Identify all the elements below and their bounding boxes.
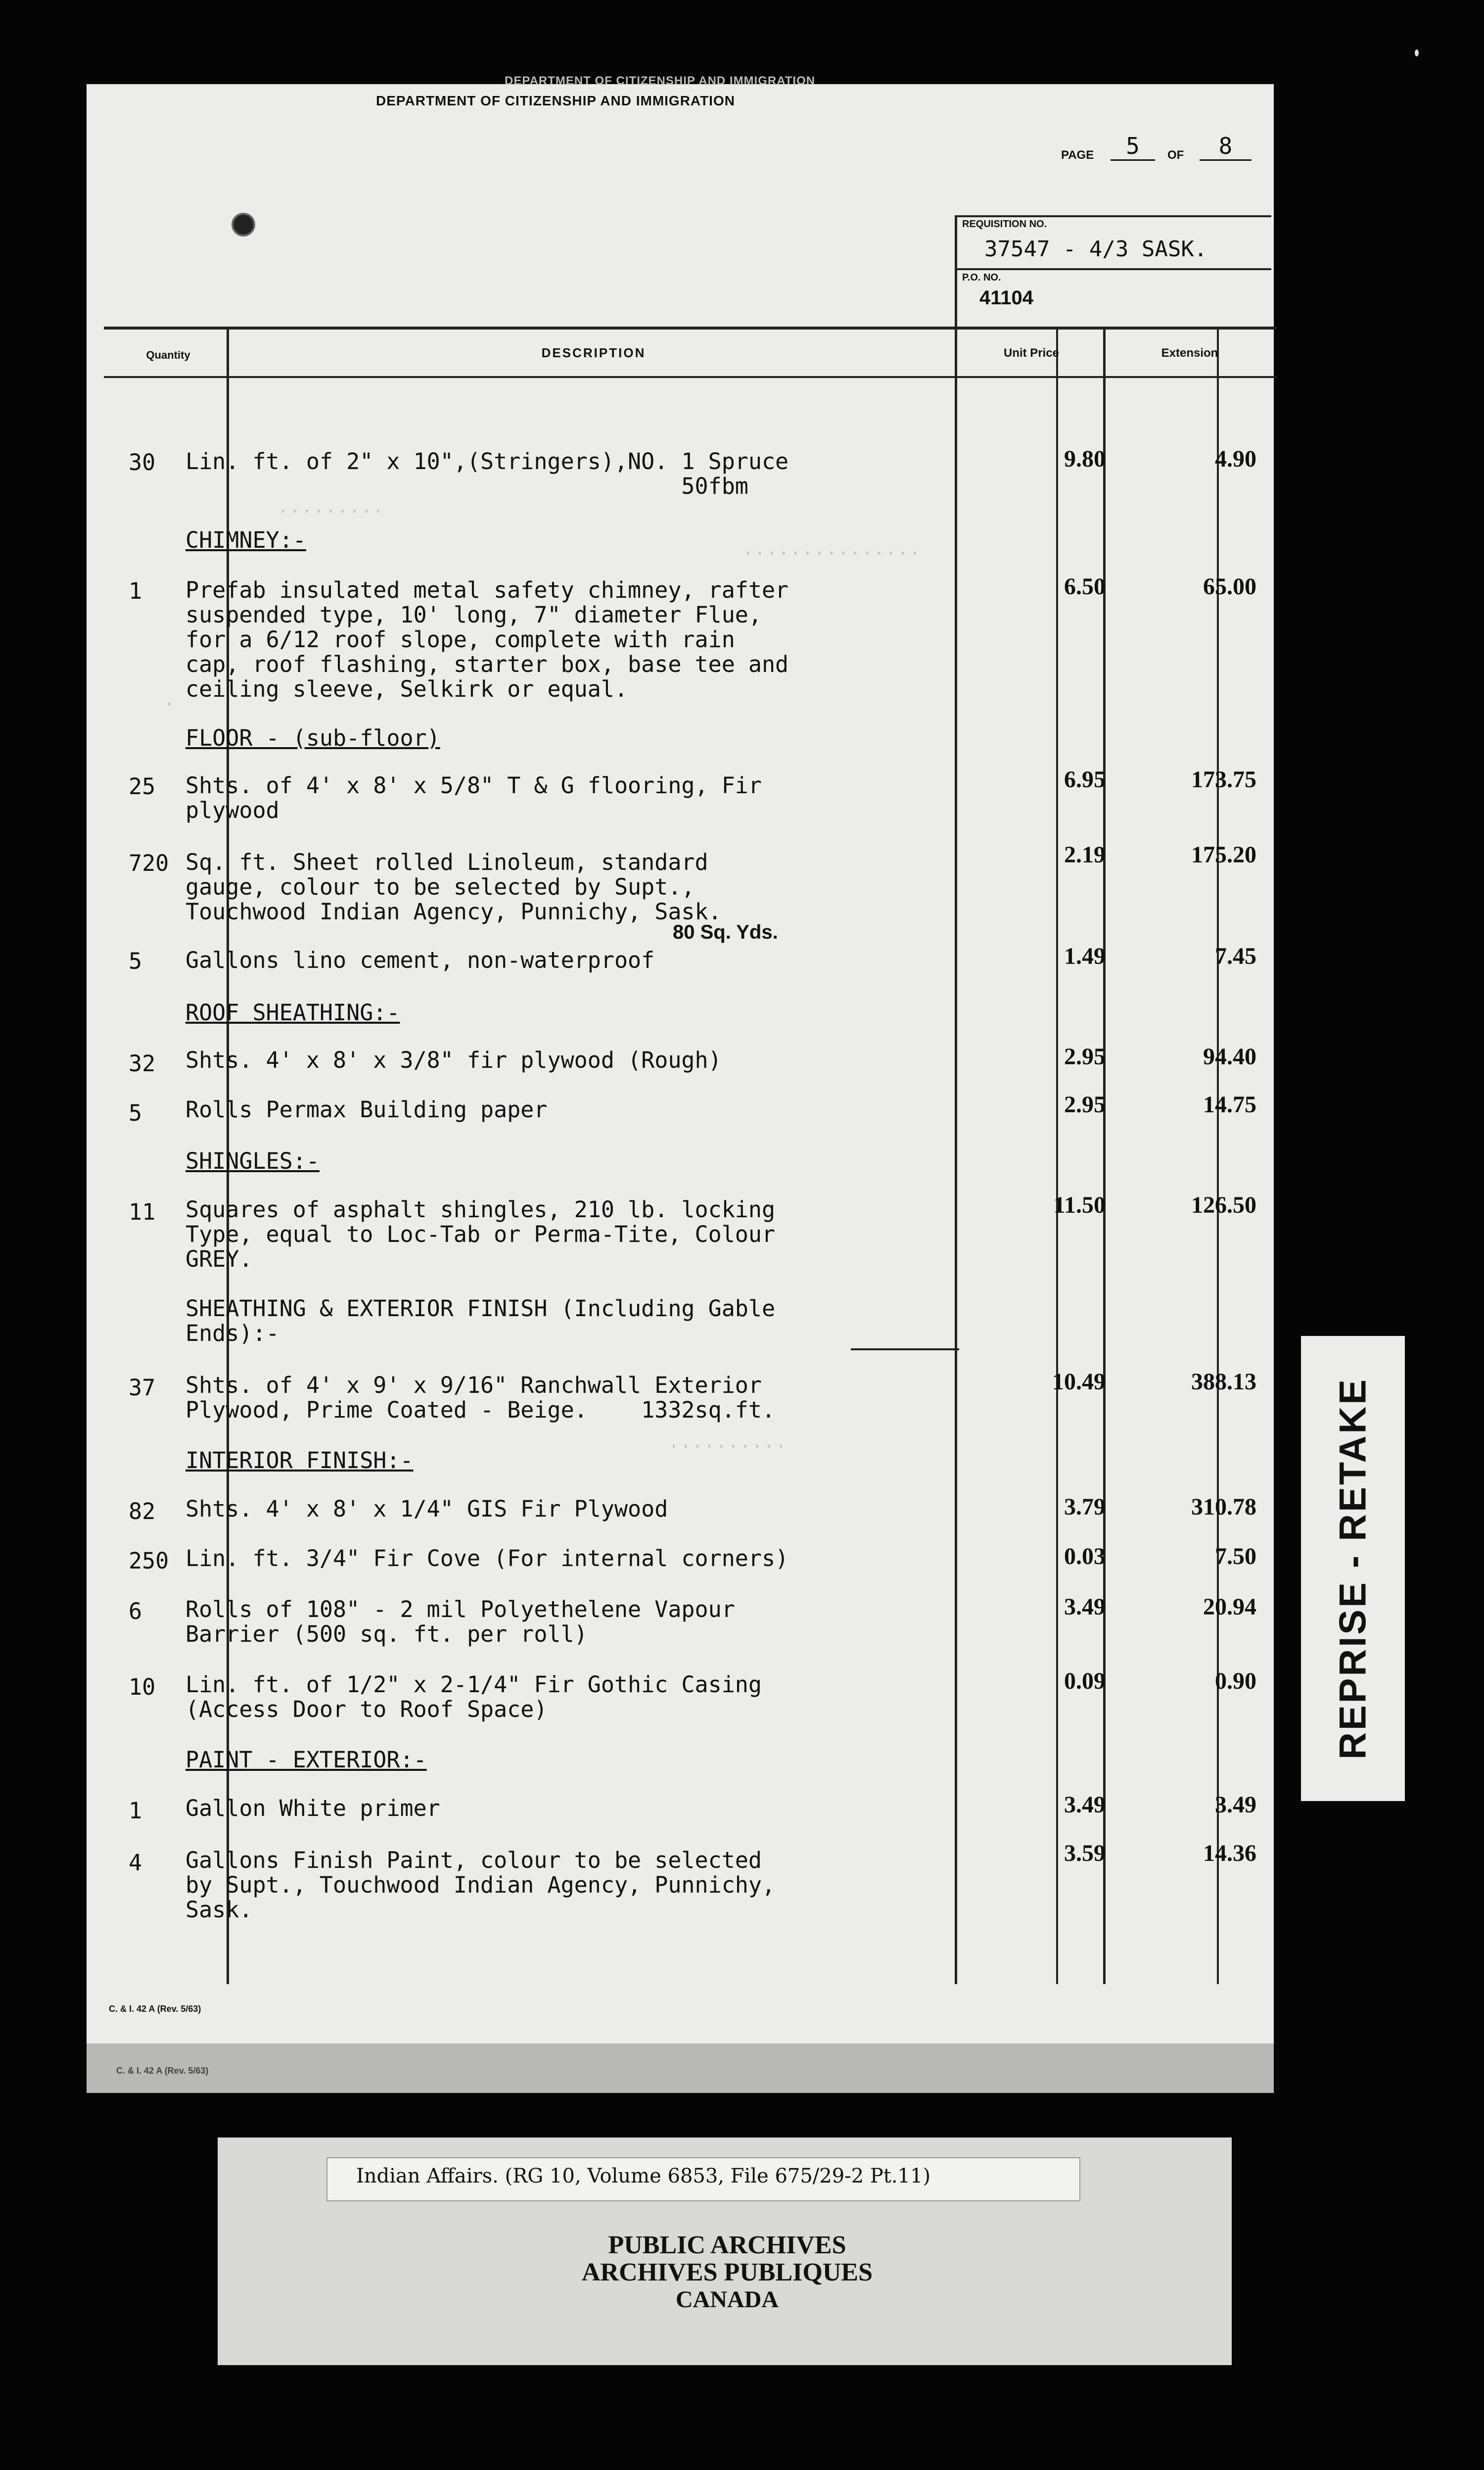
item-extension: 388.13 [1191, 1369, 1256, 1395]
item-extension: 0.90 [1215, 1668, 1256, 1694]
bleed-through-mark: .......... [668, 1430, 787, 1453]
item-quantity: 82 [129, 1498, 156, 1524]
table-top-rule [104, 327, 1276, 330]
po-number: 41104 [979, 287, 1034, 309]
item-extension: 14.75 [1203, 1092, 1256, 1118]
extension-header: Extension [1161, 346, 1218, 360]
item-unit-price: 6.95 [1064, 766, 1106, 793]
item-extension: 94.40 [1203, 1044, 1256, 1070]
item-unit-price: 3.59 [1064, 1840, 1106, 1866]
item-extension: 20.94 [1203, 1594, 1256, 1620]
item-description: Lin. ft. 3/4" Fir Cove (For internal corners) [186, 1545, 789, 1571]
section-heading: SHEATHING & EXTERIOR FINISH (Including Gable Ends):- [186, 1295, 776, 1346]
item-description: Gallon White primer [186, 1795, 440, 1821]
po-label: P.O. NO. [962, 272, 1001, 283]
item-quantity: 4 [129, 1850, 142, 1876]
item-quantity: 30 [129, 449, 156, 475]
form-code: C. & I. 42 A (Rev. 5/63) [109, 2004, 201, 2014]
bleed-through-mark: ......... [277, 495, 384, 518]
item-unit-price: 1.49 [1064, 943, 1106, 969]
item-extension: 65.00 [1203, 573, 1256, 600]
item-description: Squares of asphalt shingles, 210 lb. locking Type, equal to Loc-Tab or Perma-Tite, Colour GREY. [186, 1196, 776, 1272]
requisition-number: 37547 - 4/3 SASK. [984, 237, 1207, 262]
section-heading: CHIMNEY:- [186, 527, 306, 553]
item-unit-price: 6.50 [1064, 573, 1106, 600]
archives-line-3: CANADA [676, 2286, 779, 2313]
item-unit-price: 0.03 [1064, 1543, 1106, 1569]
item-extension: 310.78 [1191, 1494, 1256, 1520]
form-code-shadow: C. & I. 42 A (Rev. 5/63) [116, 2066, 209, 2076]
item-unit-price: 9.80 [1064, 446, 1106, 472]
of-label: OF [1167, 148, 1184, 162]
item-unit-price: 3.49 [1064, 1594, 1106, 1620]
section-heading: INTERIOR FINISH:- [186, 1447, 414, 1473]
item-quantity: 250 [129, 1548, 169, 1574]
item-unit-price: 3.49 [1064, 1792, 1106, 1818]
item-quantity: 25 [129, 773, 156, 800]
item-unit-price: 0.09 [1064, 1668, 1106, 1694]
item-quantity: 32 [129, 1050, 156, 1077]
item-unit-price: 2.95 [1064, 1092, 1106, 1118]
item-quantity: 11 [129, 1199, 156, 1225]
section-heading: FLOOR - (sub-floor) [186, 725, 440, 751]
item-description: Shts. 4' x 8' x 3/8" fir plywood (Rough) [186, 1047, 722, 1073]
archives-line-2: ARCHIVES PUBLIQUES [581, 2258, 873, 2286]
punch-hole [232, 213, 255, 237]
item-extension: 14.36 [1203, 1840, 1256, 1866]
item-description: Gallons Finish Paint, colour to be selected by Supt., Touchwood Indian Agency, Punnichy, Sask. [186, 1847, 776, 1923]
section-heading: SHINGLES:- [186, 1148, 320, 1174]
archives-line-1: PUBLIC ARCHIVES [608, 2231, 846, 2259]
item-quantity: 1 [129, 1798, 142, 1824]
item-extension: 3.49 [1215, 1792, 1256, 1818]
item-unit-price: 3.79 [1064, 1494, 1106, 1520]
bleed-through-mark: ............... [742, 537, 921, 560]
item-quantity: 5 [129, 1100, 142, 1126]
item-unit-price: 2.95 [1064, 1044, 1106, 1070]
item-description: Gallons lino cement, non-waterproof [186, 947, 655, 973]
item-description: Prefab insulated metal safety chimney, rafter suspended type, 10' long, 7" diameter Flue, for a 6/12 roof slope, complete with rain cap, roof flashing, starter box, base tee and ceiling sleeve, Selkirk or equal. [186, 577, 789, 702]
item-extension: 7.50 [1215, 1543, 1256, 1569]
page-label: PAGE [1061, 148, 1094, 162]
underlying-sheet-edge [87, 2043, 1274, 2093]
unit-price-header: Unit Price [1003, 346, 1060, 360]
retake-stamp-text: REPRISE - RETAKE [1332, 1377, 1374, 1760]
item-extension: 173.75 [1191, 766, 1256, 793]
item-quantity: 720 [129, 850, 169, 876]
item-extension: 4.90 [1215, 446, 1256, 472]
item-description: Lin. ft. of 1/2" x 2-1/4" Fir Gothic Casing (Access Door to Roof Space) [186, 1671, 762, 1722]
bleed-through-mark: . [163, 688, 176, 711]
requisition-box-top [955, 215, 1271, 217]
requisition-box-divider [955, 268, 1271, 270]
section-heading: ROOF SHEATHING:- [186, 999, 400, 1026]
item-quantity: 37 [129, 1375, 156, 1401]
item-description: Rolls Permax Building paper [186, 1096, 548, 1123]
section-heading: PAINT - EXTERIOR:- [186, 1747, 427, 1773]
item-quantity: 5 [129, 948, 142, 974]
item-description: Shts. of 4' x 9' x 9/16" Ranchwall Exterior Plywood, Prime Coated - Beige. 1332sq.ft. [186, 1372, 776, 1423]
item-description: Shts. 4' x 8' x 1/4" GIS Fir Plywood [186, 1496, 668, 1522]
item-description: Rolls of 108" - 2 mil Polyethelene Vapour Barrier (500 sq. ft. per roll) [186, 1596, 735, 1647]
film-speck [1415, 49, 1419, 56]
item-quantity: 1 [129, 578, 142, 604]
description-header: DESCRIPTION [541, 345, 646, 360]
item-description: Lin. ft. of 2" x 10",(Stringers),NO. 1 Spruce 50fbm [186, 448, 789, 499]
handwritten-note: 80 Sq. Yds. [673, 921, 778, 943]
item-extension: 7.45 [1215, 943, 1256, 969]
item-extension: 126.50 [1191, 1192, 1256, 1218]
quantity-header: Quantity [146, 349, 190, 361]
department-faint-overprint: DEPARTMENT OF CITIZENSHIP AND IMMIGRATION [505, 74, 816, 88]
table-header-rule [104, 376, 1276, 378]
item-description: Sq. ft. Sheet rolled Linoleum, standard gauge, colour to be selected by Supt., Touchwood Indian Agency, Punnichy, Sask. [186, 849, 722, 925]
department-title: DEPARTMENT OF CITIZENSHIP AND IMMIGRATION [376, 93, 735, 108]
item-extension: 175.20 [1191, 842, 1256, 868]
item-description: Shts. of 4' x 8' x 5/8" T & G flooring, Fir plywood [186, 772, 762, 823]
page-total: 8 [1200, 133, 1252, 161]
rule-tick [957, 1348, 959, 1350]
item-unit-price: 11.50 [1053, 1192, 1106, 1218]
item-unit-price: 10.49 [1052, 1369, 1106, 1395]
archive-citation: Indian Affairs. (RG 10, Volume 6853, File 675/29-2 Pt.11) [356, 2165, 931, 2187]
requisition-label: REQUISITION NO. [962, 219, 1047, 230]
item-unit-price: 2.19 [1064, 842, 1106, 868]
sheathing-rule [851, 1348, 957, 1350]
page-number: 5 [1111, 133, 1155, 161]
item-quantity: 6 [129, 1598, 142, 1624]
item-quantity: 10 [129, 1674, 156, 1700]
